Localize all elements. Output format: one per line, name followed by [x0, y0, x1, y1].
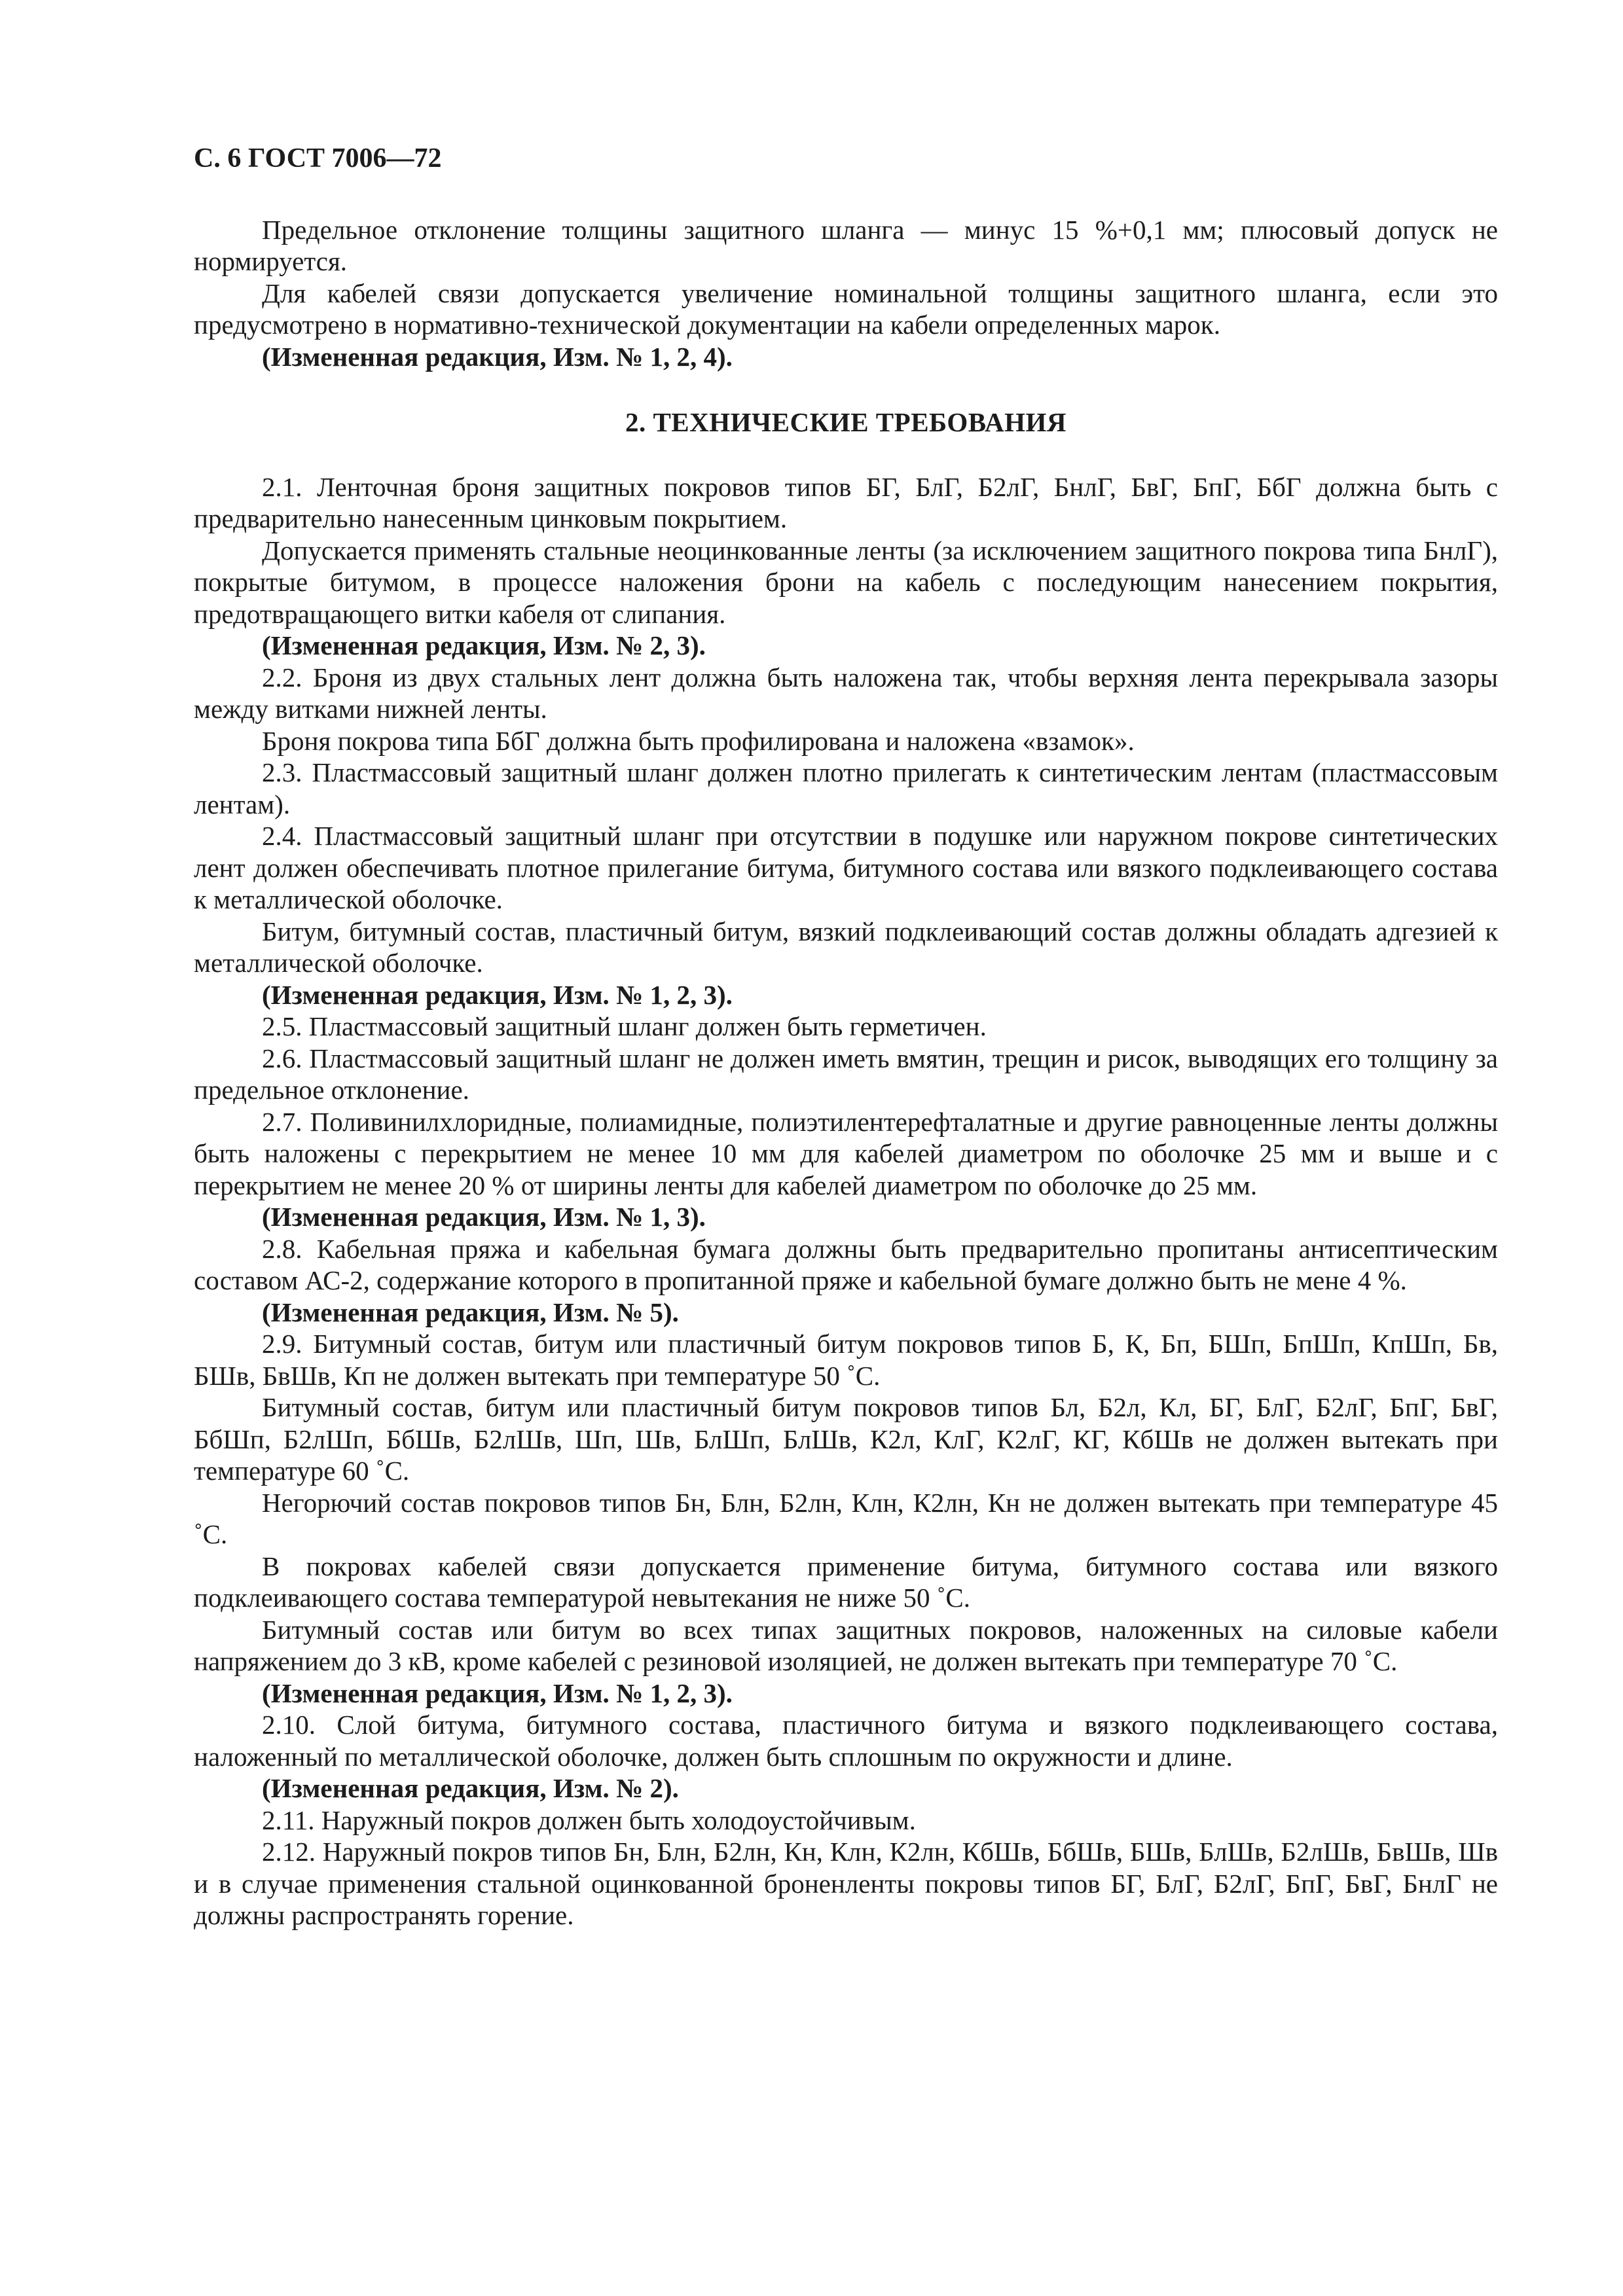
- document-page: [194, 143, 1498, 1931]
- amendment-note: (Измененная редакция, Изм. № 1, 2, 3).: [262, 1677, 733, 1708]
- clause-2-9-communication: В покровах кабелей связи допускается применение битума, битумного состава или вязкого подклеивающего состава температурой невытекания не ниже 50 ˚С.: [194, 1551, 1498, 1613]
- clause-2-4-continued: Битум, битумный состав, пластичный битум, вязкий подклеивающий состав должны обладать адгезией к металлической оболочке.: [194, 916, 1498, 978]
- paragraph-thickness-tolerance: Предельное отклонение толщины защитного шланга — минус 15 %+0,1 мм; плюсовый допуск не нормируется.: [194, 214, 1498, 276]
- running-header: С. 6 ГОСТ 7006—72: [194, 143, 442, 173]
- clause-2-1: 2.1. Ленточная броня защитных покровов типов БГ, БлГ, Б2лГ, БнлГ, БвГ, БпГ, БбГ должна быть с предварительно нанесенным цинковым покрытием.: [194, 471, 1498, 533]
- paragraph-communication-cables: Для кабелей связи допускается увеличение номинальной толщины защитного шланга, если это предусмотрено в нормативно-технической документации на кабели определенных марок.: [194, 278, 1498, 340]
- clause-2-2-continued: Броня покрова типа БбГ должна быть профилирована и наложена «взамок».: [262, 725, 1135, 756]
- clause-2-8: 2.8. Кабельная пряжа и кабельная бумага должны быть предварительно пропитаны антисептическим составом АС-2, содержание которого в пропитанной пряже и кабельной бумаге должно быть не мене 4 %.: [194, 1233, 1498, 1295]
- clause-2-11: 2.11. Наружный покров должен быть холодоустойчивым.: [262, 1804, 916, 1835]
- amendment-note: (Измененная редакция, Изм. № 1, 2, 4).: [262, 341, 733, 372]
- amendment-note: (Измененная редакция, Изм. № 2).: [262, 1773, 679, 1803]
- clause-2-12: 2.12. Наружный покров типов Бн, Блн, Б2лн, Кн, Клн, К2лн, КбШв, БбШв, БШв, БлШв, Б2лШв, БвШв, Шв и в случае применения стальной оцинкованной броненленты покровы типов БГ, БлГ, Б2лГ, БпГ, БвГ, БнлГ не должны распространять горение.: [194, 1837, 1498, 1930]
- clause-2-9-power-cables: Битумный состав или битум во всех типах защитных покровов, наложенных на силовые кабели напряжением до 3 кВ, кроме кабелей с резиновой изоляцией, не должен вытекать при температуре 70 ˚С.: [194, 1614, 1498, 1676]
- clause-2-10: 2.10. Слой битума, битумного состава, пластичного битума и вязкого подклеивающего состава, наложенный по металлической оболочке, должен быть сплошным по окружности и длине.: [194, 1710, 1498, 1772]
- clause-2-3: 2.3. Пластмассовый защитный шланг должен плотно прилегать к синтетическим лентам (пластмассовым лентам).: [194, 757, 1498, 819]
- clause-2-9-continued: Битумный состав, битум или пластичный битум покровов типов Бл, Б2л, Кл, БГ, БлГ, Б2лГ, БпГ, БвГ, БбШп, Б2лШп, БбШв, Б2лШв, Шп, Шв, БлШп, БлШв, К2л, КлГ, К2лГ, КГ, КбШв не должен вытекать при температуре 60 ˚С.: [194, 1392, 1498, 1486]
- section-title: 2. ТЕХНИЧЕСКИЕ ТРЕБОВАНИЯ: [625, 407, 1067, 437]
- clause-2-5: 2.5. Пластмассовый защитный шланг должен быть герметичен.: [262, 1011, 987, 1041]
- clause-2-1-continued: Допускается применять стальные неоцинкованные ленты (за исключением защитного покрова типа БнлГ), покрытые битумом, в процессе наложения брони на кабель с последующим нанесением покрытия, предотвращающего витки кабеля от слипания.: [194, 535, 1498, 629]
- clause-2-7: 2.7. Поливинилхлоридные, полиамидные, полиэтилентерефталатные и другие равноценные ленты должны быть наложены с перекрытием не менее 10 мм для кабелей диаметром по оболочке 25 мм и выше и с перекрытием не менее 20 % от ширины ленты для кабелей диаметром по оболочке до 25 мм.: [194, 1106, 1498, 1200]
- clause-2-6: 2.6. Пластмассовый защитный шланг не должен иметь вмятин, трещин и рисок, выводящих его толщину за предельное отклонение.: [194, 1043, 1498, 1105]
- amendment-note: (Измененная редакция, Изм. № 5).: [262, 1297, 679, 1327]
- clause-2-9-nonflammable: Негорючий состав покровов типов Бн, Блн, Б2лн, Клн, К2лн, Кн не должен вытекать при температуре 45 ˚С.: [194, 1487, 1498, 1549]
- clause-2-2: 2.2. Броня из двух стальных лент должна быть наложена так, чтобы верхняя лента перекрывала зазоры между витками нижней ленты.: [194, 662, 1498, 724]
- amendment-note: (Измененная редакция, Изм. № 2, 3).: [262, 630, 706, 660]
- amendment-note: (Измененная редакция, Изм. № 1, 2, 3).: [262, 979, 733, 1010]
- clause-2-4: 2.4. Пластмассовый защитный шланг при отсутствии в подушке или наружном покрове синтетических лент должен обеспечивать плотное прилегание битума, битумного состава или вязкого подклеивающего состава к металлической оболочке.: [194, 821, 1498, 914]
- amendment-note: (Измененная редакция, Изм. № 1, 3).: [262, 1202, 706, 1232]
- clause-2-9: 2.9. Битумный состав, битум или пластичный битум покровов типов Б, К, Бп, БШп, БпШп, КпШп, Бв, БШв, БвШв, Кп не должен вытекать при температуре 50 ˚С.: [194, 1329, 1498, 1391]
